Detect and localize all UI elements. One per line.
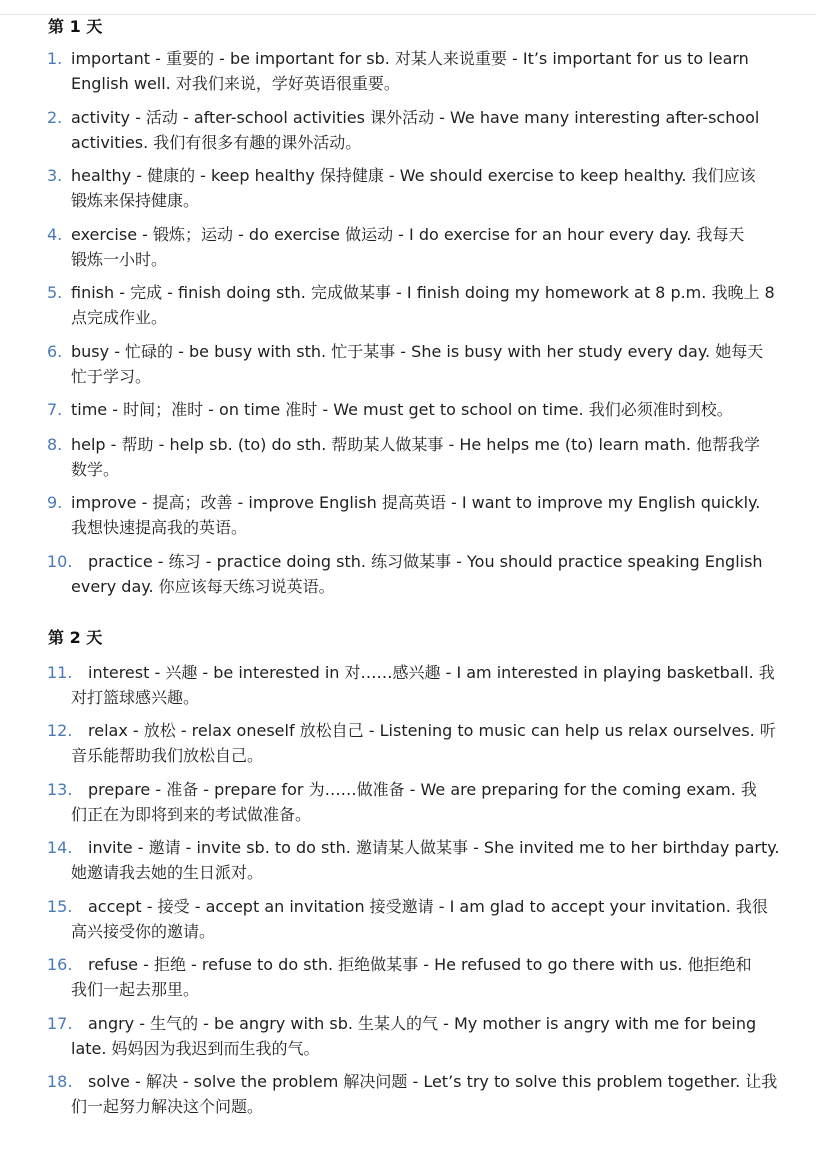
entry-number: 2. [47, 108, 63, 127]
vocab-entry-3 [0, 164, 816, 216]
entry-number: 10. [47, 552, 73, 571]
vocab-entry-18 [0, 1070, 816, 1122]
entry-number: 13. [47, 780, 73, 799]
entry-number: 5. [47, 283, 63, 302]
entry-number: 4. [47, 225, 63, 244]
entry-line-2: activities. 我们有很多有趣的课外活动。 [71, 133, 362, 152]
entry-line-2: 我们一起去那里。 [71, 980, 200, 999]
entry-line-1: interest - 兴趣 - be interested in 对……感兴趣 - I am interested in playing basketball. 我 [88, 663, 775, 682]
entry-number: 3. [47, 166, 63, 185]
vocab-entry-15 [0, 895, 816, 947]
entry-line-2: English well. 对我们来说，学好英语很重要。 [71, 74, 400, 93]
vocab-entry-16 [0, 953, 816, 1005]
entry-line-2: 我想快速提高我的英语。 [71, 518, 248, 537]
vocab-entry-6 [0, 340, 816, 392]
entry-line-2: 音乐能帮助我们放松自己。 [71, 746, 264, 765]
entry-line-2: 对打篮球感兴趣。 [71, 688, 200, 707]
vocab-entry-5 [0, 281, 816, 333]
entry-line-1: help - 帮助 - help sb. (to) do sth. 帮助某人做某事 - He helps me (to) learn math. 他帮我学 [71, 435, 761, 454]
top-divider [0, 14, 816, 15]
entry-line-1: solve - 解决 - solve the problem 解决问题 - Let’s try to solve this problem together. 让我 [88, 1072, 778, 1091]
day-1-heading: 第 1 天 [48, 17, 103, 36]
entry-line-2: late. 妈妈因为我迟到而生我的气。 [71, 1039, 320, 1058]
entry-line-1: practice - 练习 - practice doing sth. 练习做某事 - You should practice speaking English [88, 552, 763, 571]
entry-line-1: refuse - 拒绝 - refuse to do sth. 拒绝做某事 - He refused to go there with us. 他拒绝和 [88, 955, 752, 974]
vocab-entry-13 [0, 778, 816, 830]
vocab-entry-12 [0, 719, 816, 771]
entry-line-1: finish - 完成 - finish doing sth. 完成做某事 - I finish doing my homework at 8 p.m. 我晚上 8 [71, 283, 775, 302]
entry-line-1: important - 重要的 - be important for sb. 对某人来说重要 - It’s important for us to learn [71, 49, 749, 68]
entry-number: 18. [47, 1072, 73, 1091]
entry-line-2: 点完成作业。 [71, 308, 168, 327]
entry-line-2: 锻炼来保持健康。 [71, 191, 200, 210]
entry-line-2: 她邀请我去她的生日派对。 [71, 863, 264, 882]
entry-number: 7. [47, 400, 63, 419]
entry-line-1: accept - 接受 - accept an invitation 接受邀请 - I am glad to accept your invitation. 我很 [88, 897, 768, 916]
entry-line-1: exercise - 锻炼；运动 - do exercise 做运动 - I do exercise for an hour every day. 我每天 [71, 225, 745, 244]
vocab-entry-9 [0, 491, 816, 543]
vocab-entry-17 [0, 1012, 816, 1064]
vocab-entry-14 [0, 836, 816, 888]
entry-line-1: improve - 提高；改善 - improve English 提高英语 - I want to improve my English quickly. [71, 493, 761, 512]
entry-number: 12. [47, 721, 73, 740]
entry-number: 8. [47, 435, 63, 454]
day-2-heading: 第 2 天 [48, 628, 103, 647]
entry-line-1: time - 时间；准时 - on time 准时 - We must get to school on time. 我们必须准时到校。 [71, 400, 733, 419]
entry-line-1: busy - 忙碌的 - be busy with sth. 忙于某事 - She is busy with her study every day. 她每天 [71, 342, 764, 361]
entry-line-2: 们正在为即将到来的考试做准备。 [71, 805, 312, 824]
entry-number: 14. [47, 838, 73, 857]
entry-line-1: healthy - 健康的 - keep healthy 保持健康 - We should exercise to keep healthy. 我们应该 [71, 166, 756, 185]
entry-line-2: 忙于学习。 [71, 367, 152, 386]
vocab-entry-10 [0, 550, 816, 602]
entry-number: 6. [47, 342, 63, 361]
entry-line-2: every day. 你应该每天练习说英语。 [71, 577, 335, 596]
entry-line-1: invite - 邀请 - invite sb. to do sth. 邀请某人做某事 - She invited me to her birthday party. [88, 838, 780, 857]
entry-number: 15. [47, 897, 73, 916]
vocab-entry-11 [0, 661, 816, 713]
entry-number: 16. [47, 955, 73, 974]
entry-line-1: prepare - 准备 - prepare for 为……做准备 - We are preparing for the coming exam. 我 [88, 780, 757, 799]
entry-line-2: 数学。 [71, 460, 120, 479]
entry-line-1: relax - 放松 - relax oneself 放松自己 - Listening to music can help us relax ourselves. 听 [88, 721, 776, 740]
entry-number: 9. [47, 493, 63, 512]
entry-line-2: 高兴接受你的邀请。 [71, 922, 216, 941]
entry-number: 1. [47, 49, 63, 68]
vocab-entry-4 [0, 223, 816, 275]
entry-line-2: 锻炼一小时。 [71, 250, 168, 269]
vocab-entry-1 [0, 47, 816, 99]
entry-number: 11. [47, 663, 73, 682]
vocab-entry-8 [0, 433, 816, 485]
entry-line-1: activity - 活动 - after-school activities 课外活动 - We have many interesting after-school [71, 108, 760, 127]
vocab-entry-2 [0, 106, 816, 158]
entry-number: 17. [47, 1014, 73, 1033]
entry-line-2: 们一起努力解决这个问题。 [71, 1097, 264, 1116]
entry-line-1: angry - 生气的 - be angry with sb. 生某人的气 - My mother is angry with me for being [88, 1014, 757, 1033]
